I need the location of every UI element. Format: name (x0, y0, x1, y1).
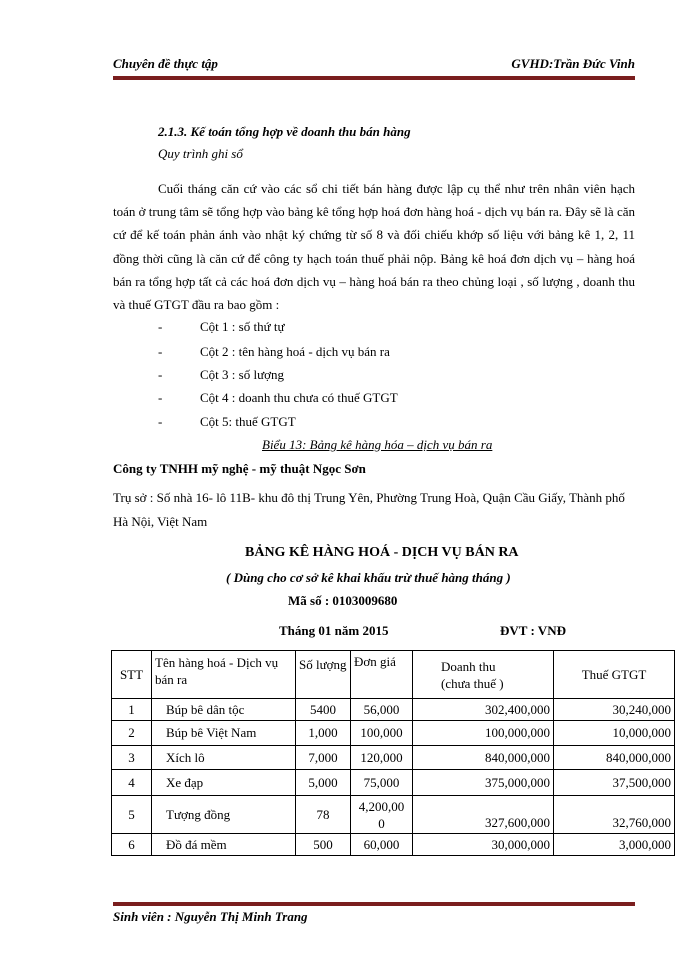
company-address: Trụ sở : Số nhà 16- lô 11B- khu đô thị Trung Yên, Phường Trung Hoà, Quận Cầu Giấy, Thành phố Hà Nội, Việt Nam (113, 490, 625, 529)
cell-tax: 3,000,000 (554, 834, 675, 856)
cell-qty: 78 (296, 796, 351, 834)
table-row (112, 746, 675, 770)
cell-qty: 1,000 (296, 721, 351, 746)
cell-tax: 32,760,000 (554, 796, 675, 834)
table-row (112, 834, 675, 856)
list-dash: - (158, 319, 163, 334)
table-row (112, 770, 675, 796)
cell-tax: 10,000,000 (554, 721, 675, 746)
header-left: Chuyên đề thực tập (113, 56, 218, 71)
header-tax: Thuế GTGT (554, 651, 675, 699)
cell-name: Búp bê Việt Nam (152, 721, 296, 746)
list-text: Cột 4 : doanh thu chưa có thuế GTGT (200, 390, 398, 405)
cell-stt: 2 (112, 721, 152, 746)
cell-qty: 7,000 (296, 746, 351, 770)
cell-stt: 4 (112, 770, 152, 796)
cell-price: 120,000 (351, 746, 413, 770)
cell-name: Búp bê dân tộc (152, 699, 296, 721)
table-row (112, 796, 675, 834)
list-text: Cột 1 : số thứ tự (200, 319, 285, 334)
cell-price: 100,000 (351, 721, 413, 746)
table-row (112, 699, 675, 721)
cell-stt: 5 (112, 796, 152, 834)
cell-revenue: 30,000,000 (413, 834, 554, 856)
cell-revenue: 375,000,000 (413, 770, 554, 796)
tax-code: Mã số : 0103009680 (288, 593, 398, 608)
cell-qty: 5,000 (296, 770, 351, 796)
cell-revenue: 302,400,000 (413, 699, 554, 721)
header-revenue-label: Doanh thu (441, 658, 496, 674)
header-revenue (413, 651, 554, 699)
list-text: Cột 5: thuế GTGT (200, 414, 296, 429)
table-row (112, 721, 675, 746)
cell-stt: 1 (112, 699, 152, 721)
list-text: Cột 2 : tên hàng hoá - dịch vụ bán ra (200, 344, 390, 359)
cell-name: Đồ đá mềm (152, 834, 296, 856)
cell-price: 4,200,00 0 (351, 796, 413, 834)
list-dash: - (158, 414, 163, 429)
cell-stt: 6 (112, 834, 152, 856)
sales-table (111, 650, 675, 856)
cell-name: Tượng đồng (152, 796, 296, 834)
report-month: Tháng 01 năm 2015 (279, 623, 389, 638)
list-dash: - (158, 390, 163, 405)
header-name: Tên hàng hoá - Dịch vụ bán ra (152, 651, 296, 699)
cell-name: Xích lô (152, 746, 296, 770)
list-dash: - (158, 367, 163, 382)
cell-price: 75,000 (351, 770, 413, 796)
cell-tax: 840,000,000 (554, 746, 675, 770)
figure-caption: Biểu 13: Bảng kê hàng hóa – dịch vụ bán ra (262, 437, 493, 452)
cell-tax: 37,500,000 (554, 770, 675, 796)
company-name: Công ty TNHH mỹ nghệ - mỹ thuật Ngọc Sơn (113, 461, 366, 476)
cell-qty: 5400 (296, 699, 351, 721)
cell-revenue: 327,600,000 (413, 796, 554, 834)
header-right: GVHD:Trần Đức Vinh (511, 56, 635, 71)
section-title: 2.1.3. Kế toán tổng hợp về doanh thu bán hàng (158, 124, 411, 139)
header-qty: Số lượng (296, 651, 351, 699)
body-paragraph: Cuối tháng căn cứ vào các sổ chi tiết bán hàng được lập cụ thể như trên nhân viên hạch toán ở trung tâm sẽ tổng hợp vào bảng kê tổng hợp hoá đơn hàng hoá - dịch vụ bán ra. Đây sẽ là căn cứ để kế toán phản ánh vào nhật ký chứng từ số 8 và đối chiếu khớp số liệu với bảng kê 1, 2, 11 đồng thời cũng là căn cứ để công ty hạch toán thuế phải nộp. Bảng kê hoá đơn dịch vụ – hàng hoá bán ra tổng hợp tất cả các hoá đơn dịch vụ – hàng hoá bán ra theo chủng loại , số lượng , doanh thu và thuế GTGT đầu ra bao gồm : (113, 181, 635, 313)
cell-price: 60,000 (351, 834, 413, 856)
cell-name: Xe đạp (152, 770, 296, 796)
currency-unit: ĐVT : VNĐ (500, 623, 566, 638)
report-subtitle: ( Dùng cho cơ sở kê khai khấu trừ thuế hàng tháng ) (226, 570, 511, 585)
list-dash: - (158, 344, 163, 359)
cell-stt: 3 (112, 746, 152, 770)
cell-tax: 30,240,000 (554, 699, 675, 721)
footer-rule (113, 902, 635, 906)
header-stt: STT (112, 651, 152, 699)
page-footer: Sinh viên : Nguyễn Thị Minh Trang (113, 909, 308, 924)
header-revenue-note: (chưa thuế ) (441, 675, 504, 691)
cell-revenue: 100,000,000 (413, 721, 554, 746)
report-title: BẢNG KÊ HÀNG HOÁ - DỊCH VỤ BÁN RA (245, 545, 519, 560)
header-price: Đơn giá (351, 651, 413, 699)
header-rule (113, 76, 635, 80)
list-text: Cột 3 : số lượng (200, 367, 284, 382)
cell-price: 56,000 (351, 699, 413, 721)
section-subtitle: Quy trình ghi sổ (158, 146, 243, 161)
table-header-row (112, 651, 675, 699)
cell-revenue: 840,000,000 (413, 746, 554, 770)
cell-qty: 500 (296, 834, 351, 856)
